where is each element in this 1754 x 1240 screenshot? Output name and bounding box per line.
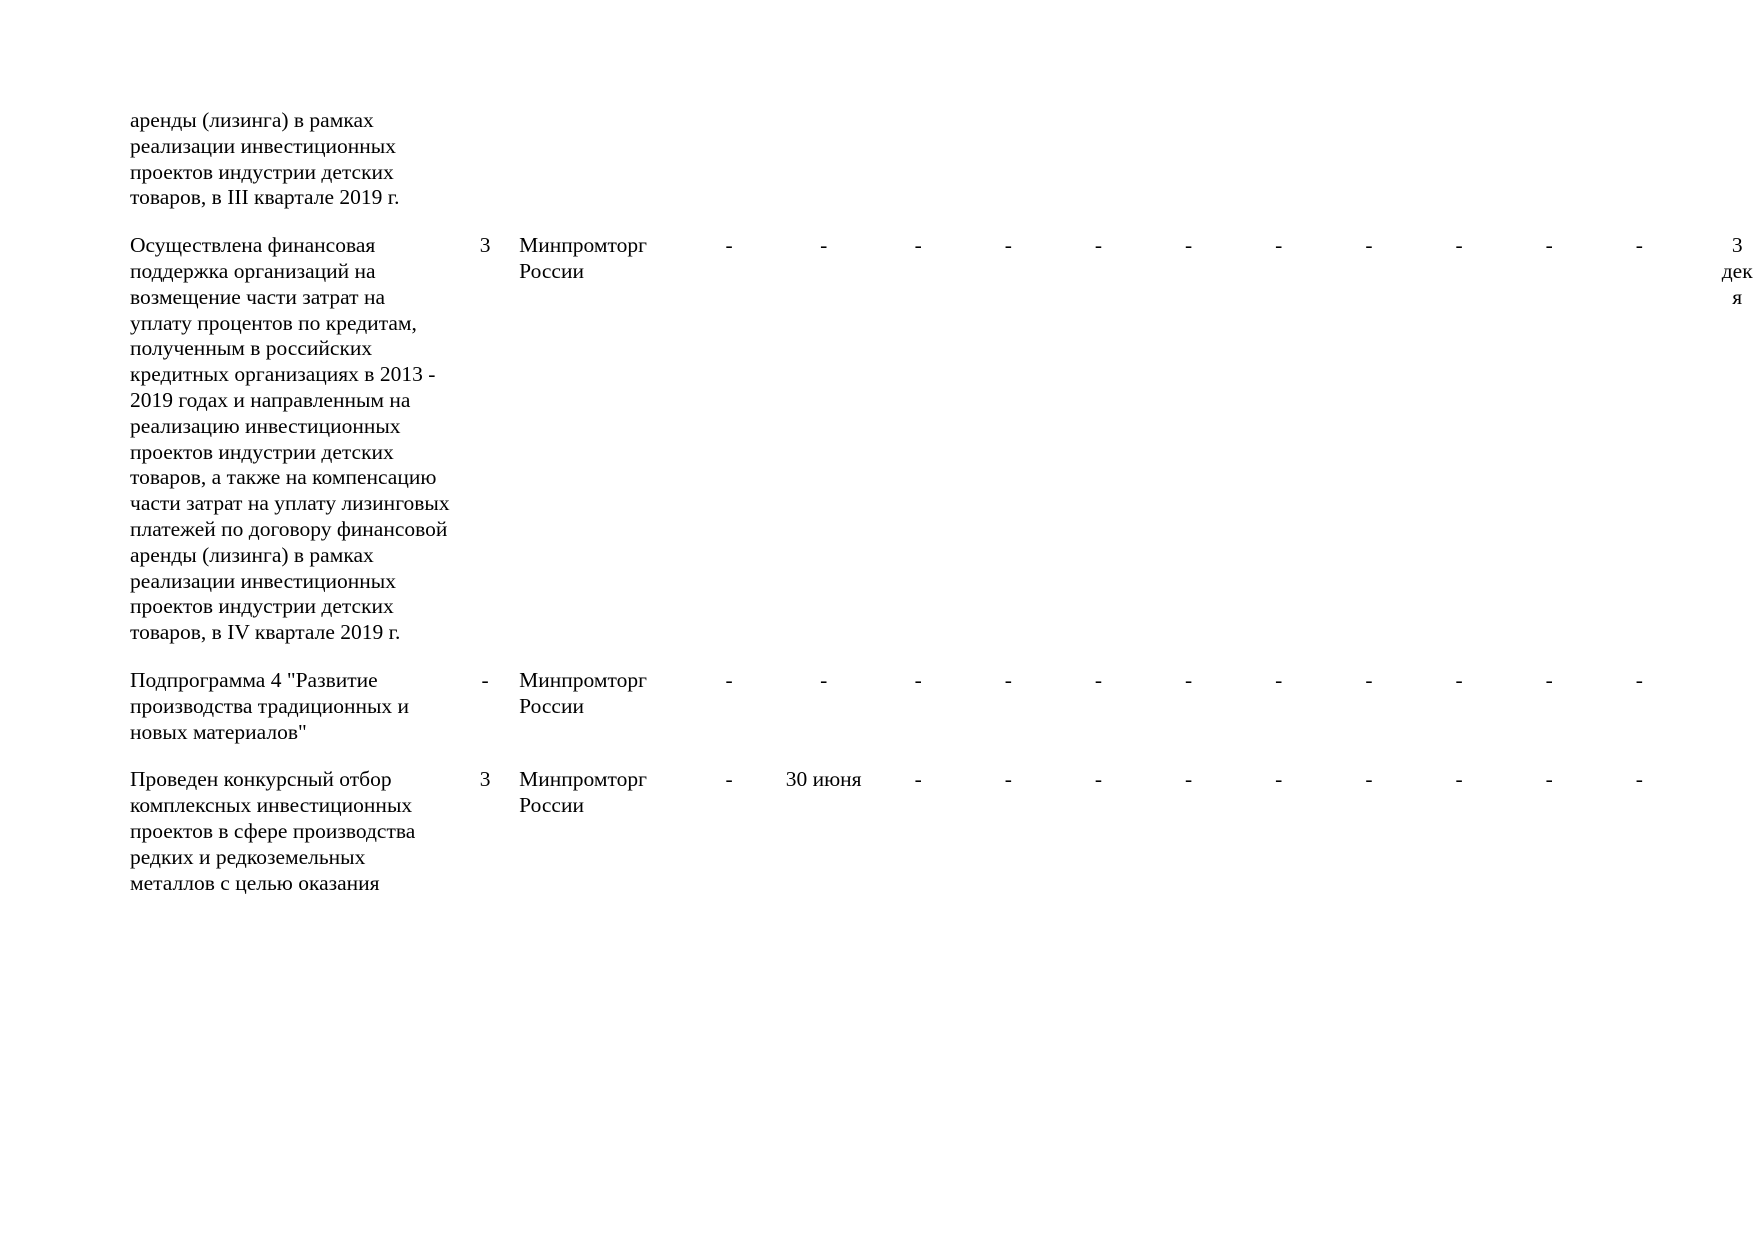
cell-value-1: - [725, 667, 733, 692]
cell-value-6: - [1185, 667, 1193, 692]
cell-value-12-line-2: дек [1721, 258, 1753, 283]
cell-code: - [481, 667, 489, 692]
cell-value-12 [1684, 668, 1754, 767]
cell-value-5: - [1094, 767, 1103, 792]
cell-description: Подпрограмма 4 "Развитие производства традиционных и новых материалов" [130, 667, 410, 744]
cell-value-9: - [1455, 767, 1463, 792]
cell-value-11: - [1635, 667, 1643, 692]
cell-value-12-line-1: 3 [1731, 233, 1743, 258]
cell-value-11: - [1635, 233, 1643, 258]
cell-value-5 [1053, 108, 1143, 233]
cell-code [451, 108, 519, 233]
cell-value-1: - [725, 233, 733, 258]
cell-value-12 [1684, 767, 1754, 918]
cell-value-8 [1324, 108, 1414, 233]
cell-value-10 [1504, 108, 1594, 233]
cell-value-10: - [1545, 667, 1553, 692]
cell-value-5: - [1094, 233, 1103, 258]
cell-value-2: 30 июня [785, 767, 862, 792]
cell-value-3: - [914, 767, 922, 792]
table-row [130, 767, 1754, 918]
cell-value-9: - [1455, 667, 1463, 692]
cell-value-4 [963, 108, 1053, 233]
cell-value-10: - [1545, 233, 1553, 258]
cell-value-1: - [725, 767, 733, 792]
cell-value-6 [1144, 108, 1234, 233]
cell-value-2: - [820, 667, 828, 692]
cell-description: Осуществлена финансовая поддержка организаций на возмещение части затрат на уплату процентов по кредитам, полученным в российских кредитных организациях в 2013 - 2019 годах и направленным на реализацию инвестиционных проектов индустрии детских товаров, а также на компенсацию части затрат на уплату лизинговых платежей по договору финансовой аренды (лизинга) в рамках реализации инвестиционных проектов индустрии детских товаров, в IV квартале 2019 г. [130, 233, 450, 645]
cell-code: 3 [479, 767, 491, 792]
cell-value-11 [1594, 108, 1684, 233]
table-body [130, 108, 1754, 918]
cell-value-2: - [820, 233, 828, 258]
cell-value-3: - [914, 233, 922, 258]
cell-value-12 [1684, 233, 1754, 668]
cell-value-12-line-3: я [1732, 284, 1743, 309]
cell-organization: Минпромторг России [519, 233, 647, 283]
cell-value-6: - [1185, 767, 1193, 792]
cell-value-3 [873, 108, 963, 233]
cell-value-5: - [1094, 667, 1103, 692]
cell-organization: Минпромторг России [519, 667, 647, 718]
cell-value-4: - [1004, 667, 1012, 692]
cell-value-6: - [1185, 233, 1193, 258]
report-table [130, 108, 1754, 918]
cell-value-10: - [1545, 767, 1553, 792]
cell-value-7: - [1275, 767, 1283, 792]
table-row [130, 233, 1754, 668]
table-row [130, 108, 1754, 233]
cell-value-3: - [914, 667, 922, 692]
cell-organization [519, 108, 684, 233]
cell-value-7: - [1275, 667, 1283, 692]
cell-code: 3 [479, 233, 491, 258]
cell-value-8: - [1365, 233, 1373, 258]
cell-value-8: - [1365, 667, 1373, 692]
cell-value-8: - [1365, 767, 1373, 792]
cell-value-4: - [1004, 767, 1012, 792]
cell-value-7 [1234, 108, 1324, 233]
cell-organization: Минпромторг России [519, 767, 647, 818]
cell-value-11: - [1635, 767, 1643, 792]
cell-value-9: - [1455, 233, 1463, 258]
cell-value-4: - [1004, 233, 1012, 258]
cell-value-2 [774, 108, 873, 233]
table-row [130, 668, 1754, 767]
cell-value-9 [1414, 108, 1504, 233]
cell-value-7: - [1275, 233, 1283, 258]
cell-value-1 [684, 108, 774, 233]
cell-description: Проведен конкурсный отбор комплексных инвестиционных проектов в сфере производства редких и редкоземельных металлов с целью оказания [130, 767, 416, 895]
cell-value-12 [1684, 108, 1754, 233]
cell-description: аренды (лизинга) в рамках реализации инвестиционных проектов индустрии детских товаров, в III квартале 2019 г. [130, 108, 400, 210]
